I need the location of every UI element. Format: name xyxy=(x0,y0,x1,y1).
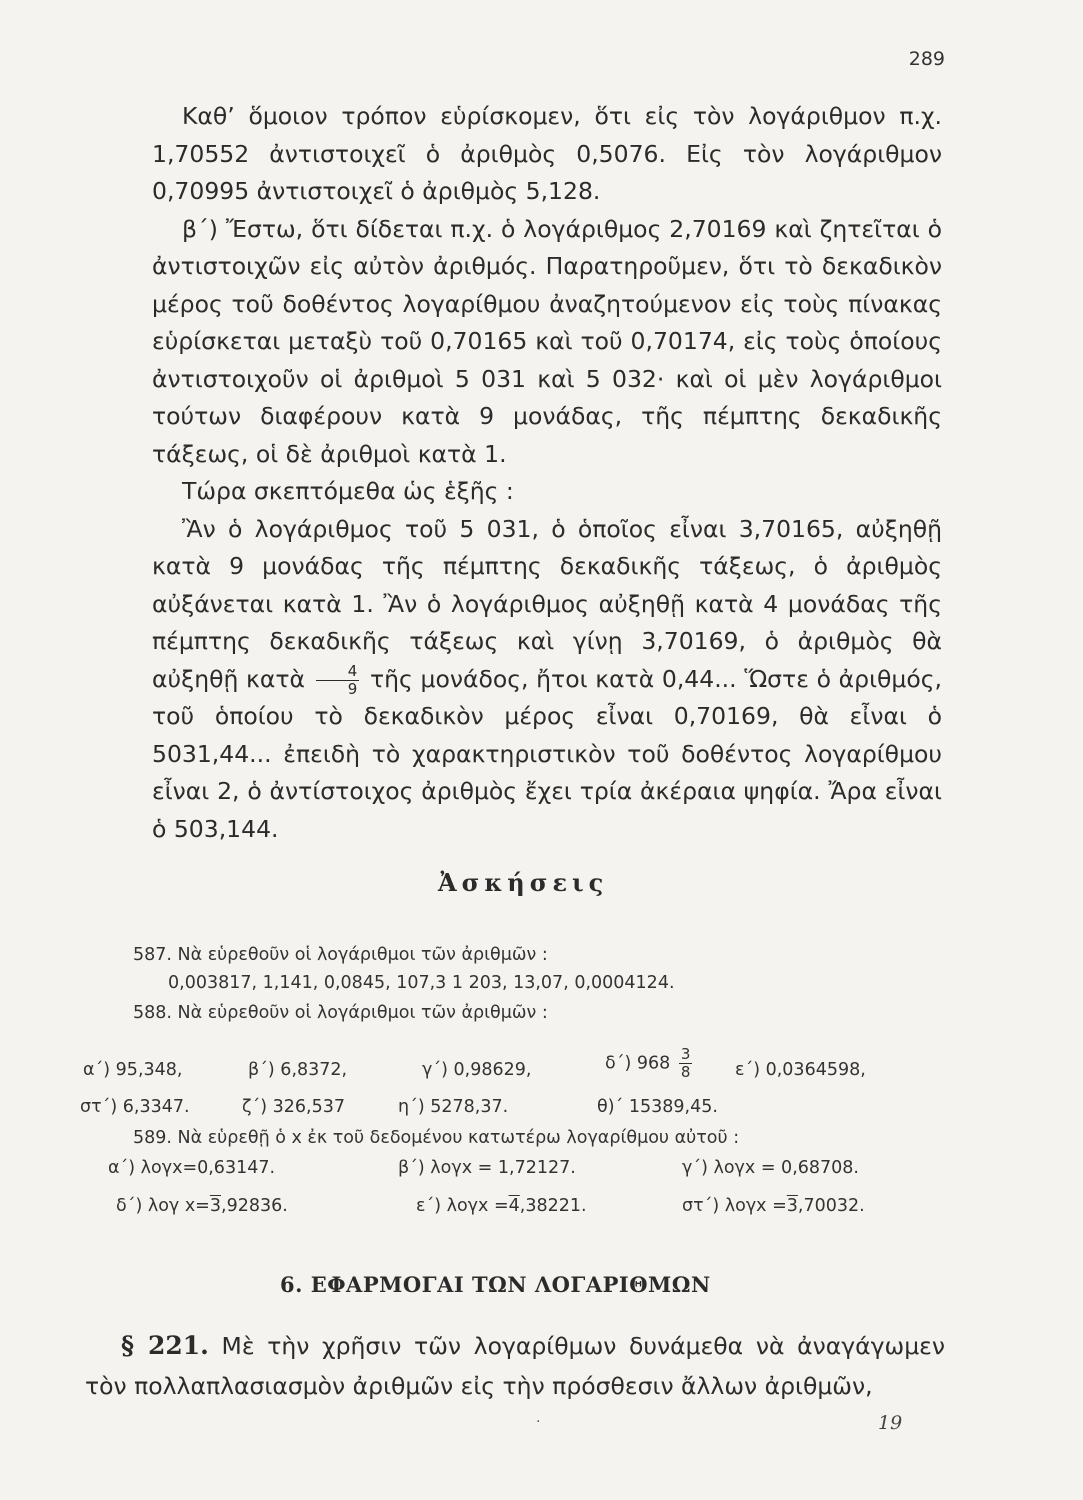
exercises-heading: Ἀσκήσεις xyxy=(438,868,609,897)
exercise-588-c: γ΄) 0,98629, xyxy=(422,1060,532,1080)
exercise-589-st-prefix: στ΄) λογx = xyxy=(682,1196,787,1216)
exercise-589-d-suffix: ,92836. xyxy=(221,1196,288,1216)
exercise-588-th: θ)΄ 15389,45. xyxy=(597,1097,718,1117)
exercise-589-row-2 xyxy=(0,1196,1083,1226)
exercise-589-st-suffix: ,70032. xyxy=(797,1196,865,1216)
paragraph-2: β΄) Ἔστω, ὅτι δίδεται π.χ. ὁ λογάριθμος 2,70169 καὶ ζητεῖται ὁ ἀντιστοιχῶν εἰς αὐτὸν ἀριθμός. Παρατηροῦμεν, ὅτι τὸ δεκαδικὸν μέρος τοῦ δοθέντος λογαρίθμου ἀναζητούμενον εἰς τοὺς πίνακας εὑρίσκεται μεταξὺ τοῦ 0,70165 καὶ τοῦ 0,70174, εἰς τοὺς ὁποίους ἀντιστοιχοῦν οἱ ἀριθμοὶ 5 031 καὶ 5 032· καὶ οἱ μὲν λογάριθμοι τούτων διαφέρουν κατὰ 9 μονάδας, τῆς πέμπτης δεκαδικῆς τάξεως, οἱ δὲ ἀριθμοὶ κατὰ 1. xyxy=(152,214,942,468)
fraction-four-ninths xyxy=(316,663,360,698)
exercise-588-row-2 xyxy=(0,1097,1083,1127)
exercise-589-title: 589. Νὰ εὑρεθῇ ὁ x ἐκ τοῦ δεδομένου κατωτέρω λογαρίθμου αὐτοῦ : xyxy=(133,1128,740,1148)
exercise-588-h: η΄) 5278,37. xyxy=(398,1097,509,1117)
exercise-589-e-bar-digit: 4 xyxy=(508,1196,520,1216)
exercise-589-e-suffix: ,38221. xyxy=(519,1196,587,1216)
body-text xyxy=(152,98,942,848)
exercise-588-d xyxy=(605,1046,695,1081)
exercise-589-d-prefix: δ΄) λογ x= xyxy=(116,1196,210,1216)
page-number: 289 xyxy=(908,48,945,70)
section-221-paragraph xyxy=(85,1326,945,1406)
section-221 xyxy=(85,1326,945,1406)
fraction-numerator: 3 xyxy=(680,1045,691,1063)
exercise-588-e: ε΄) 0,0364598, xyxy=(735,1060,866,1080)
exercise-589-b: β΄) λογx = 1,72127. xyxy=(398,1158,576,1178)
exercise-588-title: 588. Νὰ εὑρεθοῦν οἱ λογάριθμοι τῶν ἀριθμῶν : xyxy=(133,1003,548,1023)
fraction-three-eighths xyxy=(679,1046,693,1081)
exercise-589-row-1 xyxy=(0,1158,1083,1188)
exercise-589-d-bar-digit: 3 xyxy=(209,1196,221,1216)
exercise-589-e xyxy=(416,1196,587,1216)
exercise-587-values: 0,003817, 1,141, 0,0845, 107,3 1 203, 13,07, 0,0004124. xyxy=(168,973,675,993)
fraction-denominator: 8 xyxy=(680,1063,691,1081)
section-221-text: Μὲ τὴν χρῆσιν τῶν λογαρίθμων δυνάμεθα νὰ ἀναγάγωμεν τὸν πολλαπλασιασμὸν ἀριθμῶν εἰς τὴν πρόσθεσιν ἄλλων ἀριθμῶν, xyxy=(85,1332,945,1400)
section-title: 6. ΕΦΑΡΜΟΓΑΙ ΤΩΝ ΛΟΓΑΡΙΘΜΩΝ xyxy=(280,1272,711,1297)
exercise-588-row-1 xyxy=(0,1045,1083,1090)
exercise-587-title: 587. Νὰ εὑρεθοῦν οἱ λογάριθμοι τῶν ἀριθμῶν : xyxy=(133,945,548,965)
paragraph-4 xyxy=(152,511,942,849)
exercise-589-c: γ΄) λογx = 0,68708. xyxy=(682,1158,859,1178)
section-number: § 221. xyxy=(121,1331,209,1360)
exercise-588-b: β΄) 6,8372, xyxy=(248,1060,348,1080)
paragraph-4-part-b: τῆς μονάδος, ἤτοι κατὰ 0,44... Ὥστε ὁ ἀριθμός, τοῦ ὁποίου τὸ δεκαδικὸν μέρος εἶναι 0,70169, θὰ εἶναι ὁ 5031,44... ἐπειδὴ τὸ χαρακτηριστικὸν τοῦ δοθέντος λογαρίθμου εἶναι 2, ὁ ἀντίστοιχος ἀριθμὸς ἔχει τρία ἀκέραια ψηφία. Ἄρα εἶναι ὁ 503,144. xyxy=(152,664,942,843)
exercise-588-d-whole: δ΄) 968 xyxy=(605,1053,671,1074)
signature-mark: 19 xyxy=(878,1412,903,1434)
fraction-denominator: 9 xyxy=(347,679,358,698)
exercise-589-d xyxy=(116,1196,288,1216)
exercise-588-st: στ΄) 6,3347. xyxy=(80,1097,190,1117)
exercise-589-a: α΄) λογx=0,63147. xyxy=(108,1158,276,1178)
paragraph-4-part-a: Ἂν ὁ λογάριθμος τοῦ 5 031, ὁ ὁποῖος εἶναι 3,70165, αὐξηθῇ κατὰ 9 μονάδας τῆς πέμπτης δεκαδικῆς τάξεως, ὁ ἀριθμὸς αὐξάνεται κατὰ 1. Ἂν ὁ λογάριθμος αὐξηθῇ κατὰ 4 μονάδας τῆς πέμπτης δεκαδικῆς τάξεως καὶ γίνῃ 3,70169, ὁ ἀριθμὸς θὰ αὐξηθῇ κατὰ xyxy=(152,514,942,693)
paragraph-1: Καθ’ ὅμοιον τρόπον εὑρίσκομεν, ὅτι εἰς τὸν λογάριθμον π.χ. 1,70552 ἀντιστοιχεῖ ὁ ἀριθμὸς 0,5076. Εἰς τὸν λογάριθμον 0,70995 ἀντιστοιχεῖ ὁ ἀριθμὸς 5,128. xyxy=(152,102,942,205)
footer-dot: . xyxy=(536,1410,541,1426)
fraction-numerator: 4 xyxy=(316,663,360,681)
paragraph-3: Τώρα σκεπτόμεθα ὡς ἑξῆς : xyxy=(182,477,514,505)
exercise-589-e-prefix: ε΄) λογx = xyxy=(416,1196,509,1216)
exercise-588-z: ζ΄) 326,537 xyxy=(242,1097,346,1117)
exercise-589-st xyxy=(682,1196,865,1216)
exercise-588-a: α΄) 95,348, xyxy=(83,1060,183,1080)
exercise-589-st-bar-digit: 3 xyxy=(786,1196,798,1216)
